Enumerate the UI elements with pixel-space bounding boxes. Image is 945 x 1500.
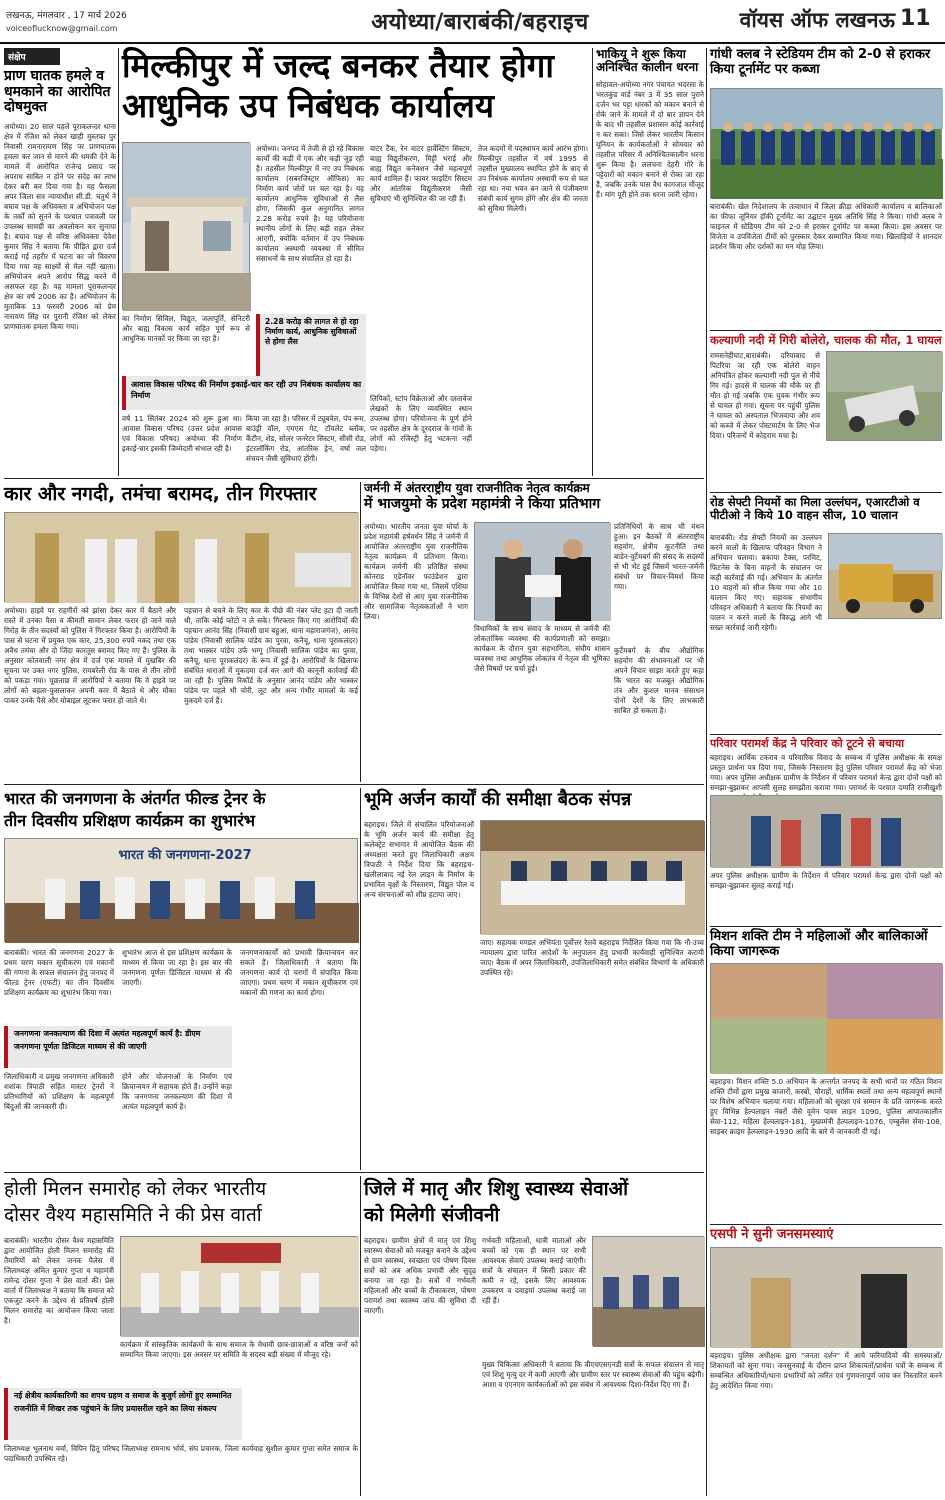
accident-body: रामसनेहीघाट,बाराबंकी। दरियाबाद से पिटरिया जा रही एक बोलेरो वाहन अनियंत्रित होकर कल्याणी नदी पुल से नीचे गिर गई। हादसे में चालक की मौके पर ही मौत हो गई जबकि एक युवक गंभीर रूप से घायल हो गया। सूचना पर पहुंची पुलिस ने घायल को अस्पताल भिजवाया और शव को कब्जे में लेकर पोस्टमार्टम के लिए भेज दिया। परिजनों में कोहराम मचा है। bbox=[710, 351, 820, 440]
page-number: 11 bbox=[900, 6, 931, 31]
traffic-story bbox=[710, 492, 942, 732]
holi-headline-1: होली मिलन समारोह को लेकर भारतीय bbox=[4, 1178, 267, 1200]
bjym-story bbox=[364, 482, 704, 782]
brief-headline: प्राण घातक हमले व धमकाने का आरोपित दोषमुक्त bbox=[4, 68, 111, 116]
section-title: अयोध्या/बाराबंकी/बहराइच bbox=[371, 10, 589, 35]
bjym-headline: में भाजयुमो के प्रदेश महामंत्री ने किया प्रतिभाग bbox=[364, 496, 601, 513]
cash-body-b: पहचान से बचने के लिए कार के पीछे की नंबर प्लेट हटा दी जाती थी, ताकि कोई फोटो न ले सके। गिरफ्तार किए गए आरोपियों की पहचान आनंद सिंह (निवासी ग्राम बहुआ, थाना महाराजगंज), आनंद पांडेय (निवासी सालिक पांडेय का पुरवा, कनैचू, थाना पूराकलंदर) तथा भास्कर पांडेय उर्फ भग्गू (निवासी सालिक पांडेय का पुरवा, कनैचू, थाना पूराकलंदर) के रूप में हुई है। आरोपियों के खिलाफ संबंधित धाराओं में मुकदमा दर्ज कर आगे की कानूनी कार्रवाई की जा रही है। पुलिस रिकॉर्ड के अनुसार आनंद पांडेय और भास्कर पांडेय पर पहले भी चोरी, लूट और अन्य गंभीर मामलों के कई मुकदमे दर्ज हैं। bbox=[184, 606, 358, 705]
family-story bbox=[710, 734, 942, 924]
health-body-c: मुख्य चिकित्सा अधिकारी ने बताया कि वीएचएसएनडी सत्रों के सफल संचालन से मातृ एवं शिशु मृत्यु दर में कमी आएगी और ग्रामीण स्तर पर स्वास्थ्य सेवाओं की पहुंच बढ़ेगी। आशा व एएनएम कार्यकर्ताओं को इस संबंध में आवश्यक दिशा-निर्देश दिए गए हैं। bbox=[482, 1360, 704, 1389]
cash-body-a: अयोध्या। हाइवे पर राहगीरों को झांसा देकर कार में बैठाने और रास्ते में उनका पैसा व कीमती सामान लेकर फरार हो जाने वाले गिरोह के तीन सदस्यों को पुलिस ने गिरफ्तार किया है। आरोपियों के पास से घटना में प्रयुक्त एक कार, 25,300 रुपये नकद तथा एक अवैध तमंचा और दो जिंदा कारतूस बरामद किए गए हैं। पुलिस के अनुसार कोतवाली नगर क्षेत्र में दर्ज एक मामले में मुखबिर की सूचना पर उक्त नगर पुलिस, रायबरेली रोड के पास से तीन लोगों को पकड़ा गया। पूछताछ में आरोपियों ने बताया कि वे हाइवे पर लोगों को बहला-फुसलाकर अपनी कार में बैठाते थे और मौका पाकर उनके पैसे और मोबाइल लूटकर फरार हो जाते थे। bbox=[4, 606, 176, 705]
sports-story bbox=[710, 48, 942, 328]
police-photo bbox=[4, 512, 358, 602]
highlight-box-2 bbox=[122, 376, 366, 410]
date-line: लखनऊ, मंगलवार , 17 मार्च 2026 bbox=[6, 11, 127, 21]
bolero-photo bbox=[826, 351, 942, 441]
census-body-e: होने और योजनाओं के निर्माण एवं क्रियान्वयन में सहायक होते हैं। उन्होंने कहा कि जनगणना जनकल्याण की दिशा में अत्यंत महत्वपूर्ण कार्य है। bbox=[122, 1072, 232, 1111]
census-story bbox=[4, 788, 358, 1170]
top-body-e: लिपिकों, स्टांप विक्रेताओं और दस्तावेज लेखकों के लिए व्यवस्थित स्थान उपलब्ध होगा। परियोजना के पूर्ण होने पर तहसील क्षेत्र के दूरदराज के गांवों के लोगों को रजिस्ट्री हेतु भटकना नहीं पड़ेगा। bbox=[370, 394, 472, 453]
cash-headline: कार और नगदी, तमंचा बरामद, तीन गिरफ्तार bbox=[4, 483, 317, 505]
census-body-b: शुभारंभ आज से इस प्रशिक्षण कार्यक्रम के माध्यम से किया जा रहा है। इस बार की जनगणना पूर्णतः डिजिटल माध्यम से की जाएगी। bbox=[122, 948, 232, 987]
land-body-a: बहराइच। जिले में संचालित परियोजनाओं के भूमि अर्जन कार्य की समीक्षा हेतु कलेक्ट्रेट सभागार में आयोजित बैठक की अध्यक्षता करते हुए जिलाधिकारी अक्षय त्रिपाठी ने निर्देश दिया कि बहराइच-खलीलाबाद नई रेल लाइन के निर्माण के प्रभावित वृक्षों के निस्तारण, विद्युत पोल व अन्य संरचनाओं को शीघ्र हटाया जाए। bbox=[364, 820, 474, 899]
top-story bbox=[122, 46, 590, 476]
holi-bullet-2: राजनीति में शिखर तक पहुंचाने के लिए प्रयासरील रहने का लिया संकल्प bbox=[14, 1404, 217, 1413]
census-bullet-1: जनगणना जनकल्याण की दिशा में अत्यंत महत्वपूर्ण कार्य है: डीएम bbox=[14, 1029, 201, 1038]
accident-story bbox=[710, 330, 942, 490]
holi-bullets bbox=[4, 1388, 242, 1440]
family-photo bbox=[710, 795, 942, 867]
health-headline-1: जिले में मातृ और शिशु स्वास्थ्य सेवाओं bbox=[364, 1178, 629, 1200]
highlight-2: आवास विकास परिषद की निर्माण इकाई-चार कर रही उप निबंधक कार्यालय का निर्माण bbox=[131, 380, 362, 400]
top-headline-1: मिल्कीपुर में जल्द बनकर तैयार होगा bbox=[122, 46, 554, 85]
land-headline: भूमि अर्जन कार्यों की समीक्षा बैठक संपन्न bbox=[364, 789, 632, 810]
census-body-d: जिलाधिकारी व प्रमुख जनगणना अधिकारी शशांक त्रिपाठी सहित मास्टर ट्रेनरों ने प्रतिभागियों को प्रशिक्षण के महत्वपूर्ण बिंदुओं की जानकारी दी। bbox=[4, 1072, 114, 1111]
bjym-body-a: अयोध्या। भारतीय जनता युवा मोर्चा के प्रदेश महामंत्री हर्षवर्धन सिंह ने जर्मनी में आयोजित अंतरराष्ट्रीय युवा राजनीतिक नेतृत्व कार्यक्रम में प्रतिभाग किया। कार्यक्रम जर्मनी की प्रतिष्ठित संस्था कोनराड एडेनॉवर फाउंडेशन द्वारा आयोजित किया गया था, जिसमें एशिया के विभिन्न देशों से आए युवा राजनीतिक और सामाजिक नेतृत्वकर्ताओं ने भाग लिया। bbox=[364, 522, 468, 621]
holi-photo bbox=[120, 1236, 358, 1336]
top-headline-2: आधुनिक उप निबंधक कार्यालय bbox=[122, 86, 494, 125]
sp-story bbox=[710, 1224, 942, 1496]
highlight-box bbox=[256, 314, 366, 376]
census-body-a: बाराबंकी। भारत की जनगणना 2027 के प्रथम चरण मकान सूचीकरण एवं मकानों की गणना के सफल संचालन हेतु जनपद में फील्ड ट्रेनर (एफटी) का तीन दिवसीय प्रशिक्षण कार्यक्रम का शुभारंभ किया गया। bbox=[4, 948, 114, 997]
land-story bbox=[364, 788, 704, 1170]
census-headline-2: तीन दिवसीय प्रशिक्षण कार्यक्रम का शुभारंभ bbox=[4, 811, 256, 830]
bjym-photo bbox=[474, 522, 610, 620]
family-headline: परिवार परामर्श केंद्र ने परिवार को टूटने से बचाया bbox=[710, 737, 905, 750]
paper-name: वॉयस ऑफ लखनऊ bbox=[739, 8, 895, 32]
mission-body: बहराइच। मिशन शक्ति 5.0 अभियान के अन्तर्गत जनपद के सभी थानों पर गठित मिशन शक्ति टीमों द्वारा प्रमुख बाजारों, कस्बों, चौराहों, धार्मिक स्थलों तथा अन्य महत्वपूर्ण स्थानों पर विशेष अभियान चलाया गया। महिलाओं को सुरक्षा एवं सम्मान के प्रति जागरूक करते हुए विभिन्न हेल्पलाइन नंबरों जैसे वूमेन पावर लाइन 1090, पुलिस आपातकालीन सेवा-112, महिला हेल्पलाइन-181, मुख्यमंत्री हेल्पलाइन-1076, एम्बुलेंस सेवा-108, साइबर क्राइम हेल्पलाइन-1930 आदि के बारे में जानकारी दी गई। bbox=[710, 1077, 942, 1136]
health-body-a: बहराइच। ग्रामीण क्षेत्रों में मातृ एवं शिशु स्वास्थ्य सेवाओं को मजबूत बनाने के उद्देश्य से ग्राम स्वास्थ्य, स्वच्छता एवं पोषण दिवस सत्रों को अब अधिक प्रभावी और सुदृढ़ बनाया जा रहा है। सत्रों में गर्भवती महिलाओं और बच्चों के टीकाकरण, पोषण परामर्श तथा स्वास्थ्य जांच की सुविधा दी जाएगी। bbox=[364, 1236, 476, 1315]
traffic-body: बाराबंकी। रोड सेफ्टी नियमों का उल्लंघन करने वालों के खिलाफ परिवहन विभाग ने अभियान चलाया। बकाया टैक्स, परमिट, फिटनेस के बिना वाहनों के संचालन पर कड़ी कार्रवाई की गई। अभियान के अंतर्गत 10 वाहनों को सीज किया गया और 10 चालान किए गए। सहायक संभागीय परिवहन अधिकारी ने बताया कि नियमों का पालन न करने वालों के विरुद्ध आगे भी सख्त कार्रवाई जारी रहेगी। bbox=[710, 533, 822, 632]
census-body-c: जनगणनाकार्यों को प्रभावी क्रियान्वयन कर सकते हैं। जिलाधिकारी ने बताया कि जनगणना कार्य दो चरणों में संपादित किया जाएगा। प्रथम चरण में मकान सूचीकरण एवं मकानों की गणना का कार्य होगा। bbox=[240, 948, 358, 997]
bjym-body-b: प्रतिनिधियों के साथ भी मंथन हुआ। इन बैठकों में अंतरराष्ट्रीय सहयोग, क्षेत्रीय कूटनीति तथा बाडेन-वुर्टेमबर्ग की संसद के सदस्यों से भी भेंट हुई जिसमें भारत-जर्मनी संबंधों पर विचार-विमर्श किया गया। bbox=[614, 522, 704, 591]
census-photo bbox=[4, 838, 358, 942]
land-body-b: जाए। सहायक मण्डल अभियंता पूर्वोत्तर रेलवे बहराइच निर्देशित किया गया कि नौ-उच्च न्यायालय द्वारा पारित आदेशों के अनुपालन हेतु प्रभावी कार्यवाही सुनिश्चित करायी जाए। बैठक में अपर जिलाधिकारी, उपजिलाधिकारी समेत संबंधित विभागों के अधिकारी उपस्थित रहे। bbox=[480, 938, 704, 977]
census-headline-1: भारत की जनगणना के अंतर्गत फील्ड ट्रेनर के bbox=[4, 789, 266, 808]
census-bullets bbox=[4, 1026, 232, 1068]
highlight-1: 2.28 करोड़ की लागत से हो रहा निर्माण कार्य, आधुनिक सुविधाओं से होगा लैस bbox=[265, 317, 359, 346]
holi-body-a: बाराबंकी। भारतीय दोसर वैश्य महासमिति द्वारा आयोजित होली मिलन समारोह की तैयारियों को लेकर जनक पैलेस में जिलाध्यक्ष अमित कुमार गुप्ता व महामंत्री रामेन्द्र दोसर गुप्ता ने प्रेस वार्ता की। प्रेस वार्ता में जिलाध्यक्ष ने बताया कि समाज को एकजुट करने के उद्देश्य से प्रतिवर्ष होली मिलन समारोह का आयोजन किया जाता है। bbox=[4, 1236, 114, 1325]
brief-kicker: संक्षेप bbox=[4, 48, 60, 65]
masthead bbox=[0, 0, 945, 44]
mission-photo bbox=[710, 963, 942, 1073]
holi-headline-2: दोसर वैश्य महासमिति ने की प्रेस वार्ता bbox=[4, 1204, 262, 1226]
sp-body: बहराइच। पुलिस अधीक्षक द्वारा "जनता दर्शन" में आये फरियादियों की समस्याओं/शिकायतों को सुना गया। जनसुनवाई के दौरान प्राप्त शिकायतों/प्रार्थना पत्रों के सम्बन्ध में सम्बन्धित अधिकारियों/थाना प्रभारियों को त्वरित एवं गुणवत्तापूर्ण जांच कर निस्तारित करने हेतु आदेशित किया गया। bbox=[710, 1351, 942, 1390]
mission-headline: मिशन शक्ति टीम ने महिलाओं और बालिकाओं किया जागरूक bbox=[710, 929, 928, 959]
traffic-headline: रोड सेफ्टी नियमों का मिला उल्लंघन, एआरटीओ व पीटीओ ने किये 10 वाहन सीज, 10 चालान bbox=[710, 495, 920, 522]
holi-body-b: कार्यक्रम में सांस्कृतिक कार्यक्रमों के साथ समाज के मेधावी छात्र-छात्राओं व वरिष्ठ जनों को सम्मानित किया जाएगा। इस अवसर पर समिति के सदस्य बड़ी संख्या में मौजूद रहे। bbox=[120, 1340, 358, 1359]
sports-headline: गांधी क्लब ने स्टेडियम टीम को 2-0 से हराकर किया टूर्नामेंट पर कब्जा bbox=[710, 47, 931, 77]
health-photo bbox=[592, 1236, 704, 1346]
accident-headline: कल्याणी नदी में गिरी बोलेरो, चालक की मौत, 1 घायल bbox=[710, 333, 942, 347]
trucks-photo bbox=[828, 533, 942, 619]
office-building-photo bbox=[122, 142, 250, 310]
top-body-b: का निर्माण सिविल, विद्युत, जलापूर्ति, सेनिटरी और बाह्य विकास कार्य सहित पूर्ण रूप से आधुनिक मानकों पर किया जा रहा है। bbox=[122, 314, 250, 343]
bjym-body-c: विधायिकों के साथ संवाद के माध्यम से जर्मनी की लोकतांत्रिक व्यवस्था की कार्यप्रणाली को समझा। कार्यक्रम के दौरान युवा सहभागिता, संघीय शासन व्यवस्था तथा आधुनिक लोकतंत्र में नेतृत्व की भूमिका जैसे विषयों पर चर्चा हुई। bbox=[474, 624, 610, 673]
health-story bbox=[364, 1176, 704, 1496]
top-body-f: वर्ष 11 सितंबर 2024 को शुरू हुआ था। आवास विकास परिषद (उत्तर प्रदेश आवास एवं विकास परिषद) अयोध्या की निर्माण इकाई-चार इसकी जिम्मेदारी संभाल रही है। bbox=[122, 414, 242, 453]
mission-story bbox=[710, 926, 942, 1222]
sp-photo bbox=[710, 1247, 942, 1347]
family-body-2: अपर पुलिस अधीक्षक ग्रामीण के निर्देशन में परिवार परामर्श केन्द्र द्वारा दोनों पक्षों को समझा-बुझाकर सुलह कराई गई। bbox=[710, 871, 942, 890]
family-body: बहराइच। आर्थिक टकराव व परिवारिक विवाद के सम्बन्ध में पुलिस अधीक्षक के समक्ष प्रस्तुत प्रार्थना पत्र दिया गया, जिसके निस्तारण हेतु पुलिस परिवार परामर्श केंद्र को भेजा गया। अपर पुलिस अधीक्षक ग्रामीण के निर्देशन में परिवार परामर्श केन्द्र द्वारा दोनों पक्षों को समझा-बुझाकर आपसी सुलह समझौता कराया गया। परामर्श के पश्चात दम्पति राजीखुशी bbox=[710, 753, 942, 792]
top-body-g: किया जा रहा है। परिसर में ट्यूबवेल, पंप रूम, बाउंड्री वॉल, एमएस गेट, टॉयलेट ब्लॉक, कैंटीन, शेड, सोलर जनरेटर सिस्टम, सीसी रोड, इंटरलॉकिंग रोड, आंतरिक ड्रेन, वर्षा जल संचयन जैसी सुविधाएं होंगी। bbox=[246, 414, 366, 463]
meeting-photo bbox=[480, 820, 704, 934]
top-body-d: तेज कदमों में पदस्थापन कार्य आरंभ होगा। मिल्कीपुर तहसील में वर्ष 1995 से तहसील मुख्यालय स्थापित होने के बाद से उप निबंधक कार्यालय अस्थायी रूप से चल रहा था। नया भवन बन जाने से पंजीकरण संबंधी कार्य सुगम होंगे और क्षेत्र की जनता को सुविधा मिलेगी। bbox=[478, 144, 588, 213]
bku-body: सोहावल-अयोध्या नगर पंचायत भदरसा के भरतकुंड वार्ड नंबर 3 में 35 साल पुराने दर्जन भर पट्टा धारकों को मकान बनाने से रोके जाने के मामले में दो बार ज्ञापन देने के बाद भी तहसील प्रशासन कोई कार्रवाई न कर सका। जिसे लेकर भारतीय किसान यूनियन के कार्यकर्ताओं ने सोमवार को तहसील परिसर में अनिश्चितकालीन धरना शुरू किया है। ललचना देहरी गोरे के पट्टेदारों को मकान बनाने से रोका जा रहा है, जबकि उनके पास वैध कागजात मौजूद हैं। मांग पूरी होने तक धरना जारी रहेगा। bbox=[596, 79, 704, 199]
sp-headline: एसपी ने सुनी जनसमस्याएं bbox=[710, 1227, 834, 1242]
top-body-a: अयोध्या। जनपद में तेजी से हो रहे विकास कार्यों की कड़ी में एक और कड़ी जुड़ रही है। तहसील मिल्कीपुर में नए उप निबंधक कार्यालय (सबरजिस्ट्रार ऑफिस) का निर्माण कार्य जोरों पर चल रहा है। यह कार्यालय आधुनिक सुविधाओं से लैस होगा, जिसकी कुल अनुमानित लागत 2.28 करोड़ रुपये है। यह परियोजना स्थानीय लोगों के लिए बड़ी राहत लेकर आएगी, क्योंकि वर्तमान में उप निबंधक कार्यालय अस्थायी व्यवस्था में सीमित संसाधनों के साथ संचालित हो रहा है। bbox=[256, 144, 364, 263]
bjym-body-d: कुर्टेमबर्ग के बीच औद्योगिक सहयोग की संभावनाओं पर भी अपने विचार साझा करते हुए कहा कि भारत का मजबूत औद्योगिक तंत्र और कुशल मानव संसाधन दोनों देशों के लिए लाभकारी साबित हो सकता है। bbox=[614, 646, 704, 715]
census-bullet-2: जनगणना पूर्णतः डिजिटल माध्यम से की जाएगी bbox=[14, 1042, 147, 1051]
bku-headline: भाकियू ने शुरू किया अनिश्चित कालीन धरना bbox=[596, 47, 699, 75]
holi-body-c: जिलाध्यक्ष भूलनाथ वर्मा, विपिन हितू परिषद जिलाध्यक्ष रामनाथ भोर्य, संघ प्रचारक, जिला कार्यवाह सुशील कुमार गुप्ता समेत समाज के पदाधिकारी उपस्थित रहे। bbox=[4, 1444, 358, 1463]
top-body-c: वाटर टैंक, रेन वाटर हार्वेस्टिंग सिस्टम, बाह्य विद्युतीकरण, मिट्टी भराई और बाह्य विद्युत कनेक्शन जैसे महत्वपूर्ण कार्य शामिल हैं। फायर फाइटिंग सिस्टम और आंतरिक विद्युतीकरण जैसी सुविधाएं भी सुनिश्चित की जा रही हैं। bbox=[370, 144, 472, 203]
bjym-kicker: जर्मनी में अंतरराष्ट्रीय युवा राजनीतिक नेतृत्व कार्यक्रम bbox=[364, 481, 590, 495]
health-headline-2: को मिलेगी संजीवनी bbox=[364, 1204, 500, 1226]
holi-bullet-1: नई क्षेत्रीय कार्यकारिणी का शपथ ग्रहण व समाज के बुजुर्ग लोगों हुए सम्मानित bbox=[14, 1391, 232, 1400]
site-email: voiceoflucknow@gmail.com bbox=[6, 24, 118, 33]
brief-body: अयोध्या। 20 साल पहले पूराकलन्दर थाना क्षेत्र में रंजिश को लेकर खाही मुस्तफा पुर निवासी रामनारायण सिंह पर प्राणघातक हमला कर जान से मारने की धमकी देने के मामले में आरोपित राजेन्द्र प्रसाद पर अपराध साबित न होने पर संदेह का लाभ देकर बरी कर दिया गया है। यह फैसला अपर जिला सत्र न्यायाधीश सी.डी. चतुर्थ ने बचाव पक्ष के अधिवक्ता व अभियोजन पक्ष के तर्कों को सुनने के पश्चात पत्रावली पर उपलब्ध सामग्री का अवलोकन कर सुनाया है। बचाव पक्ष से वरिष्ठ अधिवक्ता देवेश कुमार सिंह ने बताया कि पीड़ित द्वारा दर्ज कराई गई तहरीर में घटना का जो विवरण दिया गया वह साक्ष्यों से मेल नहीं खाता। अभियोजन अपने आरोप सिद्ध करने में असफल रहा है। यह मामला पूराकलन्दर क्षेत्र का वर्ष 2006 का है। अभियोजन के मुताबिक 13 फरवरी 2006 को प्रेम नारायण सिंह पर पुरानी रंजिश को लेकर प्राणघातक हमला किया गया। bbox=[4, 122, 116, 332]
holi-story bbox=[4, 1176, 358, 1496]
sports-body: बाराबंकी। खेल निदेशालय के तत्वाधान में जिला क्रीड़ा अधिकारी कार्यालय व बालिकाओं का फीफा जूनियर हॉकी टूर्नामेंट का उद्घाटन मुख्य अतिथि सिंह ने किया। गांधी क्लब ने फाइनल में स्टेडियम टीम को 2-0 से हराकर टूर्नामेंट पर कब्जा किया। इस अवसर पर विजेता व उपविजेता टीमों को पुरस्कार देकर सम्मानित किया गया। खिलाड़ियों ने शानदार प्रदर्शन किया और दर्शकों का मन मोह लिया। bbox=[710, 202, 942, 251]
team-photo bbox=[710, 88, 942, 198]
cash-story bbox=[4, 482, 358, 782]
bku-story bbox=[596, 48, 704, 476]
census-banner: भारत की जनगणना-2027 bbox=[118, 848, 252, 863]
left-brief bbox=[4, 48, 116, 476]
health-body-b: गर्भवती महिलाओं, धात्री माताओं और बच्चों को एक ही स्थान पर सभी आवश्यक सेवाएं उपलब्ध कराई जाएंगी। सत्रों के संचालन में किसी प्रकार की कमी न रहे, इसके लिए आवश्यक उपकरण व दवाइयां उपलब्ध कराई जा रही हैं। bbox=[482, 1236, 586, 1305]
